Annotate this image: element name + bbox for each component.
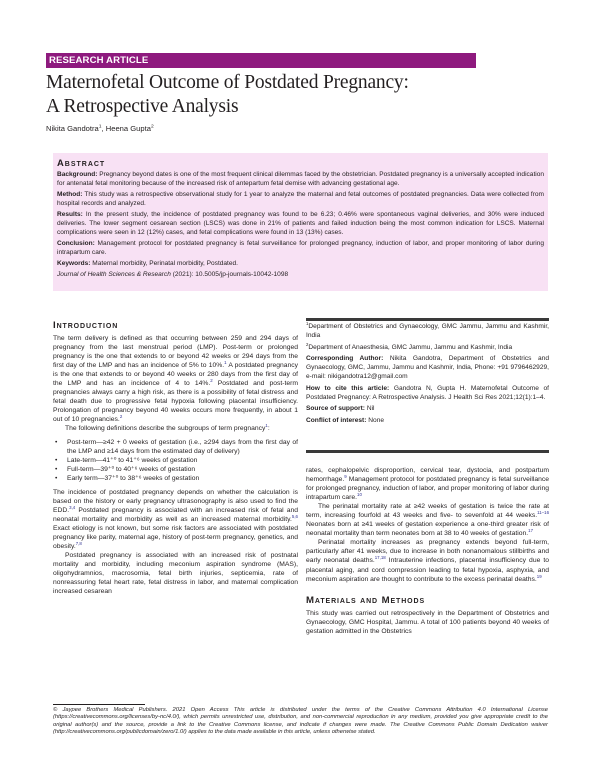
reference-link[interactable]: 5,6	[291, 513, 298, 519]
reference-link[interactable]: 19	[536, 573, 542, 579]
definition-item: • Early term—37⁺⁰ to 38⁺⁶ weeks of gestation	[53, 474, 298, 483]
corresponding-author: Corresponding Author: Nikita Gandotra, Department of Obstetrics and Gynaecology, GMC, Jammu, Jammu and Kashmir, India, Phone: +91 9796462929, e-mail: nikigandotra12@gmail.com	[306, 355, 549, 380]
affiliation-top-rule	[306, 318, 549, 321]
reference-link[interactable]: 17,18	[374, 555, 386, 561]
introduction-heading: Introduction	[53, 320, 119, 331]
abstract-keywords: Keywords: Maternal morbidity, Perinatal morbidity, Postdated.	[57, 259, 238, 267]
right-paragraph-2: The perinatal mortality rate at ≥42 weeks of gestation is twice the rate at term, increasing fourfold at 43 weeks and five- to sevenfold at 44 weeks.$^{11-16}$ Neonates born at ≥41 weeks of gestation experience a one-third greater risk of neonatal mortality than term neonates born at 38 to 40 weeks of gestation.$^{17}$	[306, 503, 549, 538]
author-name: Nikita Gandotra	[46, 124, 99, 133]
reference-link[interactable]: 3,4	[69, 504, 76, 510]
author-affil-marker: 1	[98, 124, 102, 130]
abstract-background: Background: Pregnancy beyond dates is one of the most frequent clinical dilemmas faced by the obstetrician. Postdated pregnancy is a universally accepted indication for antenatal fetal monitoring because of the increased risk of antepartum fetal demise with advancing gestational age.	[57, 171, 544, 188]
reference-link[interactable]: 17	[528, 528, 534, 534]
author-name: Heena Gupta	[105, 124, 151, 133]
term-definitions-list	[53, 438, 298, 483]
conflict-of-interest: Conflict of interest: None	[306, 416, 385, 424]
footer-rule	[53, 704, 145, 705]
title-line-1: Maternofetal Outcome of Postdated Pregnancy:	[46, 72, 409, 93]
author-list: Nikita Gandotra$^1$, Heena Gupta$^2$	[46, 124, 154, 133]
right-paragraph-1: rates, cephalopelvic disproportion, cervical tear, dystocia, and postpartum hemorrhage.$^9$ Management protocol for postdated pregnancy is fetal surveillance for prolonged pregnancy, induction of labor, and proper monitoring of labor during intrapartum care.$^{10}$	[306, 467, 549, 502]
abstract-box	[53, 153, 548, 291]
reference-link[interactable]: 1	[265, 423, 268, 429]
reference-link[interactable]: 2	[119, 414, 123, 420]
affiliation-2: $^2$Department of Anaesthesia, GMC Jammu, Jammu and Kashmir, India	[306, 341, 513, 351]
definition-item: • Post-term—≥42 + 0 weeks of gestation (i.e., ≥294 days from the first day of the LMP and ≥14 days from the estimated day of delivery)	[53, 438, 298, 456]
abstract-conclusion: Conclusion: Management protocol for postdated pregnancy is fetal surveillance for prolonged pregnancy, induction of labor, and proper monitoring of labor during intrapartum care.	[57, 239, 544, 257]
source-of-support: Source of support: Nil	[306, 405, 375, 412]
abstract-results: Results: In the present study, the incidence of postdated pregnancy was found to be 6.23; 0.46% were spontaneous vaginal deliveries, and 30% were induced deliveries. The lower segment cesarean section (LSCS) was done in 21% of patients and failed induction being the most common indication for LSCS. Maternal complications were seen in 12 (12%) cases, and fetal complications were found in 13 (13%) cases.	[57, 210, 544, 237]
definition-item: • Late-term—41⁺⁰ to 41⁺⁶ weeks of gestation	[53, 456, 298, 465]
abstract-method: Method: This study was a retrospective observational study for 1 year to analyze the maternal and fetal outcomes of postdated pregnancies. Data were collected from hospital records and analyzed.	[57, 190, 544, 208]
intro-paragraph-4: Postdated pregnancy is associated with an increased risk of postnatal mortality and morbidity, including meconium aspiration syndrome (MAS), oligohydramnios, macrosomia, fetal birth injuries, septicemia, rate of nonreassuring fetal heart rate, fetal distress in labor, and maternal complication increased cesarean	[53, 552, 298, 596]
right-column	[306, 466, 549, 636]
affiliation-1: $^1$Department of Obstetrics and Gynaecology, GMC Jammu, Jammu and Kashmir, India	[306, 320, 549, 339]
title-line-2: A Retrospective Analysis	[46, 96, 239, 117]
how-to-cite: How to cite this article: Gandotra N, Gupta H. Maternofetal Outcome of Postdated Pregnancy: A Retrospective Analysis. J Health Sci Res 2021;12(1):1–4.	[306, 384, 549, 401]
intro-paragraph-3: The incidence of postdated pregnancy depends on whether the calculation is based on the history or early pregnancy ultrasonography is also used to find the EDD.$^{3,4}$ Postdated pregnancy is associated with an increased risk of fetal and neonatal mortality and morbidity as well as an increased maternal morbidity.$^{5,6}$ Exact etiology is not known, but some risk factors are associated with postdated pregnancy like parity, maternal age, history of post-term pregnancy, genetics, and obesity.$^{7,8}$	[53, 488, 298, 551]
reference-link[interactable]: 9	[344, 473, 347, 479]
reference-link[interactable]: 1	[224, 359, 227, 365]
reference-link[interactable]: 7,8	[75, 540, 82, 546]
affiliation-bottom-rule	[306, 450, 549, 453]
reference-link[interactable]: 2	[210, 377, 213, 383]
affiliations-box	[306, 322, 549, 427]
right-paragraph-3: Perinatal mortality increases as pregnancy extends beyond full-term, particularly after 41 weeks, due to increase in both nonanomalous stillbirths and early neonatal deaths.$^{17,18}$ Intrauterine infections, placental insufficiency due to placental aging, and cord compression leading to fetal hypoxia, asphyxia, and meconium aspiration are thought to contribute to the excess perinatal deaths.$^{19}$	[306, 539, 549, 583]
left-column	[53, 320, 298, 596]
license-footer: © Jaypee Brothers Medical Publishers. 2021 Open Access This article is distributed under the terms of the Creative Commons Attribution 4.0 International License (https://creativecommons.org/licenses/by-nc/4.0/), which permits unrestricted use, distribution, and non-commercial reproduction in any medium, provided you give appropriate credit to the original author(s) and the source, provide a link to the Creative Commons license, and indicate if changes were made. The Creative Commons Public Domain Dedication waiver (http://creativecommons.org/publicdomain/zero/1.0/) applies to the data made available in this article, unless otherwise stated.	[53, 707, 548, 736]
reference-link[interactable]: 11–16	[537, 509, 549, 515]
journal-citation: Journal of Health Sciences & Research (2021): 10.5005/jp-journals-10042-1098	[57, 270, 289, 278]
intro-paragraph-1: The term delivery is defined as that occurring between 259 and 294 days of pregnancy from the last menstrual period (LMP). Post-term or prolonged pregnancy is the one that extends to or beyond 42 weeks or 294 days from the first day of the LMP and has an incidence of 5% to 10%.$^1$ A postdated pregnancy is the one that extends to or beyond 40 weeks or 280 days from the first day of the LMP and has an incidence of 4 to 14%.$^2$ Postdated and post-term pregnancies always carry a high risk, as there is a possibility of fetal distress and fetal death due to progressive fetal hypoxia following placental insufficiency. Prolongation of pregnancy beyond 40 weeks occurs more frequently, in about 1 out of 10 pregnancies.$^2$	[53, 335, 298, 424]
author-affil-marker: 2	[150, 124, 154, 130]
methods-paragraph: This study was carried out retrospectively in the Department of Obstetrics and Gynaecology, GMC Hospital, Jammu. A total of 100 patients beyond 40 weeks of gestation admitted in the Obstetrics	[306, 609, 549, 635]
abstract-heading: Abstract	[57, 157, 106, 168]
definition-item: • Full-term—39⁺⁰ to 40⁺⁶ weeks of gestation	[53, 465, 298, 474]
article-title	[46, 71, 546, 119]
intro-paragraph-2: The following definitions describe the subgroups of term pregnancy$^1$:	[65, 423, 270, 433]
reference-link[interactable]: 10	[357, 491, 362, 497]
methods-heading: Materials and Methods	[306, 594, 426, 606]
article-type-banner: RESEARCH ARTICLE	[46, 53, 476, 68]
